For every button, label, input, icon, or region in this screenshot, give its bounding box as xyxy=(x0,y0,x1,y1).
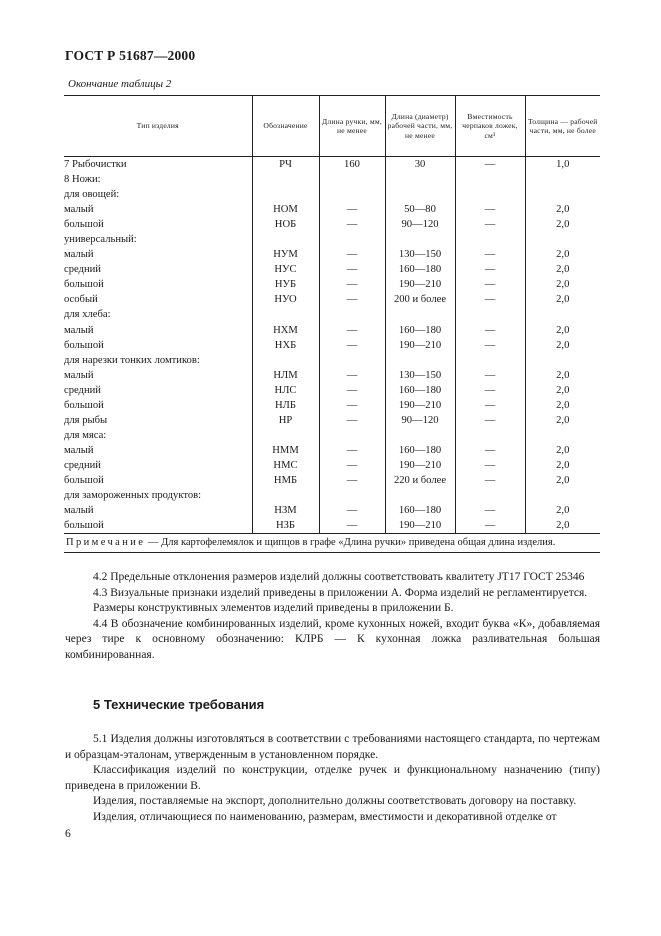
table-row xyxy=(64,353,600,368)
thickness-cell xyxy=(525,172,600,187)
header-designation: Обозначение xyxy=(252,96,319,157)
handle-length-cell: — xyxy=(319,413,385,428)
designation-cell: НМС xyxy=(252,458,319,473)
thickness-cell: 1,0 xyxy=(525,157,600,173)
table-row xyxy=(64,157,600,173)
thickness-cell: 2,0 xyxy=(525,443,600,458)
length-cell: 220 и более xyxy=(385,473,455,488)
capacity-cell: — xyxy=(455,518,525,534)
designation-cell xyxy=(252,187,319,202)
item-name-cell: малый xyxy=(64,368,252,383)
table-row xyxy=(64,458,600,473)
item-name-cell: 7 Рыбочистки xyxy=(64,157,252,173)
designation-cell xyxy=(252,353,319,368)
length-cell: 30 xyxy=(385,157,455,173)
capacity-cell xyxy=(455,232,525,247)
table-row xyxy=(64,338,600,353)
handle-length-cell xyxy=(319,232,385,247)
header-capacity: Вместимость черпаков ложек, см³ xyxy=(455,96,525,157)
table-row xyxy=(64,383,600,398)
length-cell: 160—180 xyxy=(385,323,455,338)
thickness-cell: 2,0 xyxy=(525,292,600,307)
item-name-cell: большой xyxy=(64,518,252,534)
handle-length-cell: — xyxy=(319,518,385,534)
table-header-row xyxy=(64,96,600,157)
item-name-cell: для нарезки тонких ломтиков: xyxy=(64,353,252,368)
capacity-cell xyxy=(455,428,525,443)
table-caption: Окончание таблицы 2 xyxy=(68,78,172,90)
length-cell xyxy=(385,353,455,368)
capacity-cell: — xyxy=(455,458,525,473)
designation-cell: НУО xyxy=(252,292,319,307)
capacity-cell xyxy=(455,307,525,322)
thickness-cell xyxy=(525,488,600,503)
item-name-cell: большой xyxy=(64,473,252,488)
designation-cell: НХМ xyxy=(252,323,319,338)
paragraph: Классификация изделий по конструкции, отделке ручек и функциональному назначению (типу) приведена в приложении В. xyxy=(65,764,600,792)
length-cell: 90—120 xyxy=(385,413,455,428)
length-cell: 190—210 xyxy=(385,458,455,473)
header-type: Тип изделия xyxy=(64,96,252,157)
capacity-cell: — xyxy=(455,413,525,428)
item-name-cell: малый xyxy=(64,202,252,217)
paragraph: 4.2 Предельные отклонения размеров изделий должны соответствовать квалитету JT17 ГОСТ 25346 xyxy=(93,571,585,583)
thickness-cell: 2,0 xyxy=(525,247,600,262)
handle-length-cell: — xyxy=(319,247,385,262)
thickness-cell xyxy=(525,232,600,247)
capacity-cell: — xyxy=(455,398,525,413)
thickness-cell: 2,0 xyxy=(525,383,600,398)
capacity-cell: — xyxy=(455,217,525,232)
table-row xyxy=(64,428,600,443)
table-row xyxy=(64,503,600,518)
item-name-cell: большой xyxy=(64,217,252,232)
length-cell xyxy=(385,172,455,187)
handle-length-cell: — xyxy=(319,503,385,518)
item-name-cell: особый xyxy=(64,292,252,307)
length-cell: 130—150 xyxy=(385,368,455,383)
item-name-cell: для мяса: xyxy=(64,428,252,443)
designation-cell xyxy=(252,428,319,443)
designation-cell: НММ xyxy=(252,443,319,458)
item-name-cell: большой xyxy=(64,398,252,413)
length-cell: 190—210 xyxy=(385,338,455,353)
thickness-cell: 2,0 xyxy=(525,262,600,277)
thickness-cell xyxy=(525,307,600,322)
table-row xyxy=(64,217,600,232)
thickness-cell: 2,0 xyxy=(525,338,600,353)
length-cell: 130—150 xyxy=(385,247,455,262)
section-title: 5 Технические требования xyxy=(93,697,265,712)
capacity-cell xyxy=(455,172,525,187)
item-name-cell: для замороженных продуктов: xyxy=(64,488,252,503)
item-name-cell: средний xyxy=(64,458,252,473)
item-name-cell: универсальный: xyxy=(64,232,252,247)
capacity-cell xyxy=(455,488,525,503)
designation-cell xyxy=(252,307,319,322)
designation-cell: НОМ xyxy=(252,202,319,217)
table-row xyxy=(64,187,600,202)
table-row xyxy=(64,247,600,262)
length-cell: 200 и более xyxy=(385,292,455,307)
designation-cell: НОБ xyxy=(252,217,319,232)
item-name-cell: для хлеба: xyxy=(64,307,252,322)
capacity-cell: — xyxy=(455,262,525,277)
spec-table-container xyxy=(64,95,600,553)
table-row xyxy=(64,443,600,458)
handle-length-cell: — xyxy=(319,292,385,307)
thickness-cell: 2,0 xyxy=(525,323,600,338)
item-name-cell: средний xyxy=(64,383,252,398)
table-row xyxy=(64,518,600,534)
designation-cell: НУМ xyxy=(252,247,319,262)
capacity-cell: — xyxy=(455,368,525,383)
designation-cell: НУС xyxy=(252,262,319,277)
header-length: Длина (диаметр) рабочей части, мм, не менее xyxy=(385,96,455,157)
table-row xyxy=(64,277,600,292)
length-cell: 160—180 xyxy=(385,443,455,458)
thickness-cell: 2,0 xyxy=(525,413,600,428)
thickness-cell: 2,0 xyxy=(525,503,600,518)
table-row xyxy=(64,232,600,247)
length-cell: 90—120 xyxy=(385,217,455,232)
header-handle-length: Длина ручки, мм, не менее xyxy=(319,96,385,157)
designation-cell: НЛМ xyxy=(252,368,319,383)
handle-length-cell: — xyxy=(319,277,385,292)
item-name-cell: для рыбы xyxy=(64,413,252,428)
thickness-cell: 2,0 xyxy=(525,458,600,473)
designation-cell: РЧ xyxy=(252,157,319,173)
table-row xyxy=(64,473,600,488)
table-row xyxy=(64,262,600,277)
handle-length-cell: — xyxy=(319,217,385,232)
length-cell: 190—210 xyxy=(385,277,455,292)
handle-length-cell: 160 xyxy=(319,157,385,173)
length-cell: 190—210 xyxy=(385,518,455,534)
thickness-cell: 2,0 xyxy=(525,202,600,217)
table-note xyxy=(64,534,600,553)
designation-cell xyxy=(252,488,319,503)
capacity-cell: — xyxy=(455,443,525,458)
handle-length-cell xyxy=(319,187,385,202)
table-row xyxy=(64,292,600,307)
item-name-cell: малый xyxy=(64,503,252,518)
thickness-cell: 2,0 xyxy=(525,518,600,534)
handle-length-cell xyxy=(319,428,385,443)
page-number: 6 xyxy=(65,828,71,840)
thickness-cell: 2,0 xyxy=(525,398,600,413)
length-cell xyxy=(385,232,455,247)
length-cell xyxy=(385,187,455,202)
thickness-cell: 2,0 xyxy=(525,473,600,488)
handle-length-cell xyxy=(319,172,385,187)
item-name-cell: малый xyxy=(64,443,252,458)
table-row xyxy=(64,413,600,428)
handle-length-cell: — xyxy=(319,202,385,217)
length-cell xyxy=(385,428,455,443)
length-cell: 160—180 xyxy=(385,503,455,518)
handle-length-cell: — xyxy=(319,323,385,338)
length-cell: 190—210 xyxy=(385,398,455,413)
handle-length-cell: — xyxy=(319,338,385,353)
length-cell: 50—80 xyxy=(385,202,455,217)
capacity-cell: — xyxy=(455,473,525,488)
section-5-text xyxy=(65,732,600,825)
designation-cell: НХБ xyxy=(252,338,319,353)
note-label: Примечание xyxy=(66,537,146,549)
designation-cell: НМБ xyxy=(252,473,319,488)
note-text: — Для картофелемялок и щипцов в графе «Длина ручки» приведена общая длина изделия. xyxy=(145,537,556,549)
spec-table xyxy=(64,95,600,534)
table-body xyxy=(64,157,600,534)
clause-4-text xyxy=(65,570,600,663)
paragraph: Размеры конструктивных элементов изделий приведены в приложении Б. xyxy=(93,602,454,614)
designation-cell: НЗБ xyxy=(252,518,319,534)
table-row xyxy=(64,307,600,322)
paragraph: 5.1 Изделия должны изготовляться в соответствии с требованиями настоящего стандарта, по чертежам и образцам-эталонам, утвержденным в установленном порядке. xyxy=(65,733,600,761)
length-cell xyxy=(385,307,455,322)
paragraph: 4.4 В обозначение комбинированных изделий, кроме кухонных ножей, входит буква «К», добавляемая через тире к основному обозначению: КЛРБ — К кухонная ложка разливательная большая комбинированная. xyxy=(65,617,600,661)
capacity-cell xyxy=(455,187,525,202)
handle-length-cell xyxy=(319,488,385,503)
thickness-cell xyxy=(525,353,600,368)
handle-length-cell: — xyxy=(319,398,385,413)
handle-length-cell xyxy=(319,353,385,368)
length-cell xyxy=(385,488,455,503)
item-name-cell: малый xyxy=(64,323,252,338)
table-row xyxy=(64,172,600,187)
item-name-cell: большой xyxy=(64,338,252,353)
capacity-cell: — xyxy=(455,202,525,217)
designation-cell: НЛС xyxy=(252,383,319,398)
capacity-cell: — xyxy=(455,323,525,338)
designation-cell: НР xyxy=(252,413,319,428)
table-row xyxy=(64,368,600,383)
thickness-cell xyxy=(525,428,600,443)
table-row xyxy=(64,323,600,338)
handle-length-cell: — xyxy=(319,368,385,383)
designation-cell: НЗМ xyxy=(252,503,319,518)
header-thickness: Толщина — рабочей части, мм, не более xyxy=(525,96,600,157)
capacity-cell: — xyxy=(455,292,525,307)
item-name-cell: для овощей: xyxy=(64,187,252,202)
item-name-cell: большой xyxy=(64,277,252,292)
item-name-cell: средний xyxy=(64,262,252,277)
thickness-cell: 2,0 xyxy=(525,368,600,383)
paragraph: 4.3 Визуальные признаки изделий приведены в приложении А. Форма изделий не регламентируется. xyxy=(93,586,588,599)
capacity-cell: — xyxy=(455,503,525,518)
capacity-cell: — xyxy=(455,277,525,292)
designation-cell: НУБ xyxy=(252,277,319,292)
length-cell: 160—180 xyxy=(385,262,455,277)
handle-length-cell: — xyxy=(319,473,385,488)
length-cell: 160—180 xyxy=(385,383,455,398)
table-row xyxy=(64,202,600,217)
capacity-cell xyxy=(455,353,525,368)
handle-length-cell: — xyxy=(319,262,385,277)
table-row xyxy=(64,488,600,503)
document-code: ГОСТ Р 51687—2000 xyxy=(65,48,196,63)
capacity-cell: — xyxy=(455,247,525,262)
thickness-cell: 2,0 xyxy=(525,217,600,232)
thickness-cell: 2,0 xyxy=(525,277,600,292)
handle-length-cell: — xyxy=(319,458,385,473)
handle-length-cell: — xyxy=(319,383,385,398)
paragraph: Изделия, поставляемые на экспорт, дополнительно должны соответствовать договору на поставку. xyxy=(93,795,577,807)
capacity-cell: — xyxy=(455,157,525,173)
item-name-cell: малый xyxy=(64,247,252,262)
table-row xyxy=(64,398,600,413)
designation-cell: НЛБ xyxy=(252,398,319,413)
thickness-cell xyxy=(525,187,600,202)
item-name-cell: 8 Ножи: xyxy=(64,172,252,187)
capacity-cell: — xyxy=(455,383,525,398)
handle-length-cell xyxy=(319,307,385,322)
handle-length-cell: — xyxy=(319,443,385,458)
paragraph: Изделия, отличающиеся по наименованию, размерам, вместимости и декоративной отделке от xyxy=(93,810,557,823)
designation-cell xyxy=(252,172,319,187)
designation-cell xyxy=(252,232,319,247)
capacity-cell: — xyxy=(455,338,525,353)
